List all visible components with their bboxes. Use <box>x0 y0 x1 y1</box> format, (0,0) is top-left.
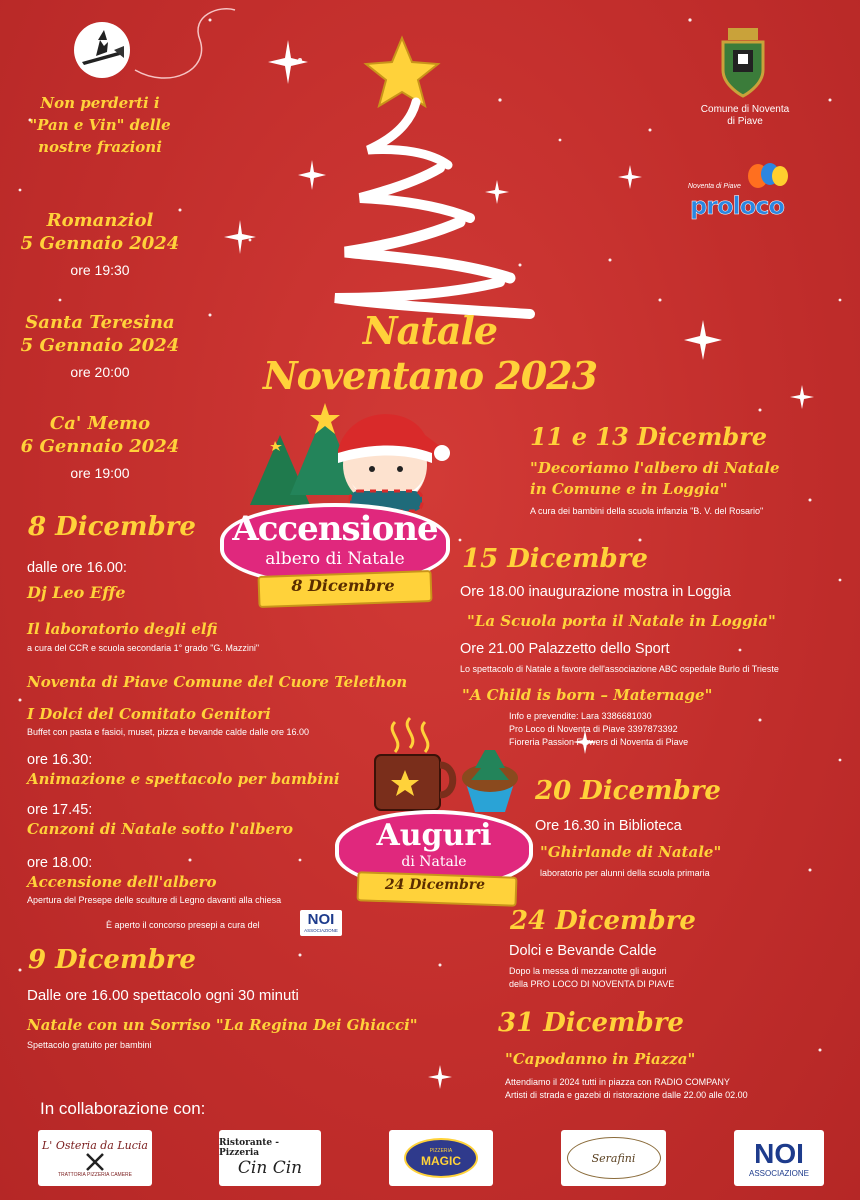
dic15-l8: Fioreria Passion Flowers di Noventa di Piave <box>509 737 689 747</box>
proloco-logo <box>688 160 803 220</box>
auguri-badge <box>335 710 535 920</box>
sparkle-icon <box>268 40 308 84</box>
dic15-l7: Pro Loco di Noventa di Piave 3397873392 <box>509 724 678 734</box>
coat-of-arms-icon <box>718 28 768 100</box>
dic8-l6: I Dolci del Comitato Genitori <box>27 705 271 723</box>
dic31-title: 31 Dicembre <box>498 1008 684 1038</box>
dic11-l1: "Decoriamo l'albero di Natale <box>530 459 780 477</box>
frazione-time: ore 19:30 <box>70 262 130 278</box>
accensione-badge <box>220 395 450 625</box>
tree-icon <box>320 30 550 330</box>
dic8-t1: ore 16.30: <box>27 752 93 768</box>
auguri-date: 24 Dicembre <box>384 877 486 893</box>
noi-small-label: NOI <box>307 911 335 928</box>
frazione-romanziol <box>20 210 180 278</box>
cutlery-icon <box>83 1152 107 1172</box>
sponsor-sub: Cin Cin <box>237 1158 303 1178</box>
dic24-l1: Dolci e Bevande Calde <box>509 943 657 959</box>
dic9-title: 9 Dicembre <box>28 945 196 975</box>
dic9-l3: Spettacolo gratuito per bambini <box>27 1040 152 1050</box>
swirl-decoration <box>130 0 240 85</box>
dic15-l3: Ore 21.00 Palazzetto dello Sport <box>460 641 670 657</box>
sponsor-cincin <box>219 1130 321 1186</box>
dic8-note: Apertura del Presepe delle sculture di Legno davanti alla chiesa <box>27 895 282 905</box>
dic31-l1: "Capodanno in Piazza" <box>505 1050 696 1068</box>
sponsor-osteria <box>38 1130 152 1186</box>
dic8-t2: ore 17.45: <box>27 802 93 818</box>
dic20-l2: "Ghirlande di Natale" <box>540 843 722 861</box>
frazione-place: Romanziol <box>46 210 154 231</box>
dic15-l2: "La Scuola porta il Natale in Loggia" <box>467 612 776 630</box>
frazione-ca-memo <box>20 413 180 481</box>
dic8-t3: ore 18.00: <box>27 855 93 871</box>
sponsor-sub: TRATTORIA PIZZERIA CAMERE <box>58 1171 132 1178</box>
star-icon <box>366 38 438 106</box>
dic15-l4: Lo spettacolo di Natale a favore dell'associazione ABC ospedale Burlo di Trieste <box>460 664 779 674</box>
frazione-time: ore 20:00 <box>70 364 130 380</box>
dic8-e1: Animazione e spettacolo per bambini <box>27 770 340 788</box>
dic15-l1: Ore 18.00 inaugurazione mostra in Loggia <box>460 584 731 600</box>
dic8-l2: Dj Leo Effe <box>27 583 126 602</box>
sponsor-sub: PIZZERIA <box>429 1148 453 1154</box>
dic8-e3: Accensione dell'albero <box>27 873 217 891</box>
dic11-l2: in Comune e in Loggia" <box>530 480 728 498</box>
frazione-date: 5 Gennaio 2024 <box>20 335 180 356</box>
dic15-l6: Info e prevendite: Lara 3386681030 <box>509 711 652 721</box>
dic8-concorso: È aperto il concorso presepi a cura del <box>106 920 260 930</box>
auguri-subtitle: di Natale <box>401 854 467 870</box>
dic8-l5: Noventa di Piave Comune del Cuore Telethon <box>27 673 408 691</box>
accensione-subtitle: albero di Natale <box>265 549 405 569</box>
footer-label: In collaborazione con: <box>40 1099 206 1118</box>
proloco-name: proloco <box>690 192 784 220</box>
dic20-l3: laboratorio per alunni della scuola primaria <box>540 868 710 878</box>
dic9-l2: Natale con un Sorriso "La Regina Dei Ghiacci" <box>27 1016 418 1034</box>
dic11-title: 11 e 13 Dicembre <box>530 422 768 451</box>
dic24-l2: Dopo la messa di mezzanotte gli auguri <box>509 966 667 976</box>
frazione-santa-teresina <box>20 312 180 380</box>
frazione-place: Ca' Memo <box>49 413 151 434</box>
dic8-l1: dalle ore 16.00: <box>27 560 127 576</box>
dic24-title: 24 Dicembre <box>510 906 696 936</box>
comune-label: Comune di Noventa di Piave <box>700 104 790 127</box>
frazione-place: Santa Teresina <box>25 312 175 333</box>
sponsor-serafini <box>561 1130 666 1186</box>
dic15-l5: "A Child is born – Maternage" <box>462 686 713 704</box>
dic31-l2: Attendiamo il 2024 tutti in piazza con RADIO COMPANY <box>505 1077 730 1087</box>
frazione-date: 5 Gennaio 2024 <box>20 233 180 254</box>
dic20-l1: Ore 16.30 in Biblioteca <box>535 818 682 834</box>
sponsor-name: Serafini <box>591 1151 636 1165</box>
dic24-l3: della PRO LOCO DI NOVENTA DI PIAVE <box>509 979 675 989</box>
dic8-l3: Il laboratorio degli elfi <box>27 620 218 638</box>
dic15-title: 15 Dicembre <box>462 544 648 574</box>
noi-small-logo <box>300 910 342 936</box>
dic31-l3: Artisti di strada e gazebi di ristorazione dalle 22.00 alle 02.00 <box>505 1090 748 1100</box>
accensione-date: 8 Dicembre <box>291 576 395 595</box>
mug-icon <box>355 710 535 820</box>
sponsor-noi <box>734 1130 824 1186</box>
sponsor-sub: ASSOCIAZIONE <box>748 1168 809 1178</box>
dic8-l4: a cura del CCR e scuola secondaria 1° grado "G. Mazzini" <box>27 643 260 653</box>
dic20-title: 20 Dicembre <box>535 776 721 806</box>
witch-icon <box>74 22 130 78</box>
dic9-l1: Dalle ore 16.00 spettacolo ogni 30 minuti <box>27 987 299 1004</box>
frazioni-intro: Non perderti i "Pan e Vin" delle nostre frazioni <box>29 94 171 156</box>
noi-small-sub: ASSOCIAZIONE <box>304 928 338 933</box>
cupcake-icon <box>462 750 518 812</box>
sponsor-magic <box>389 1130 493 1186</box>
sponsor-name: MAGIC <box>421 1154 461 1168</box>
auguri-title: Auguri <box>376 818 492 853</box>
dic11-l3: A cura dei bambini della scuola infanzia "B. V. del Rosario" <box>530 506 764 516</box>
frazione-date: 6 Gennaio 2024 <box>20 436 180 457</box>
dic8-e2: Canzoni di Natale sotto l'albero <box>27 820 294 838</box>
page-title: Natale Noventano 2023 <box>262 308 598 398</box>
dic8-title: 8 Dicembre <box>28 512 196 542</box>
dic8-l7: Buffet con pasta e fasioi, muset, pizza e bevande calde dalle ore 16.00 <box>27 727 310 737</box>
accensione-title: Accensione <box>232 509 438 549</box>
proloco-small: Noventa di Piave <box>688 183 741 190</box>
sponsor-name: Ristorante - Pizzeria <box>219 1138 279 1158</box>
frazione-time: ore 19:00 <box>70 465 130 481</box>
sponsor-name: NOI <box>754 1137 804 1169</box>
sponsor-name: L' Osteria da Lucia <box>42 1138 148 1152</box>
